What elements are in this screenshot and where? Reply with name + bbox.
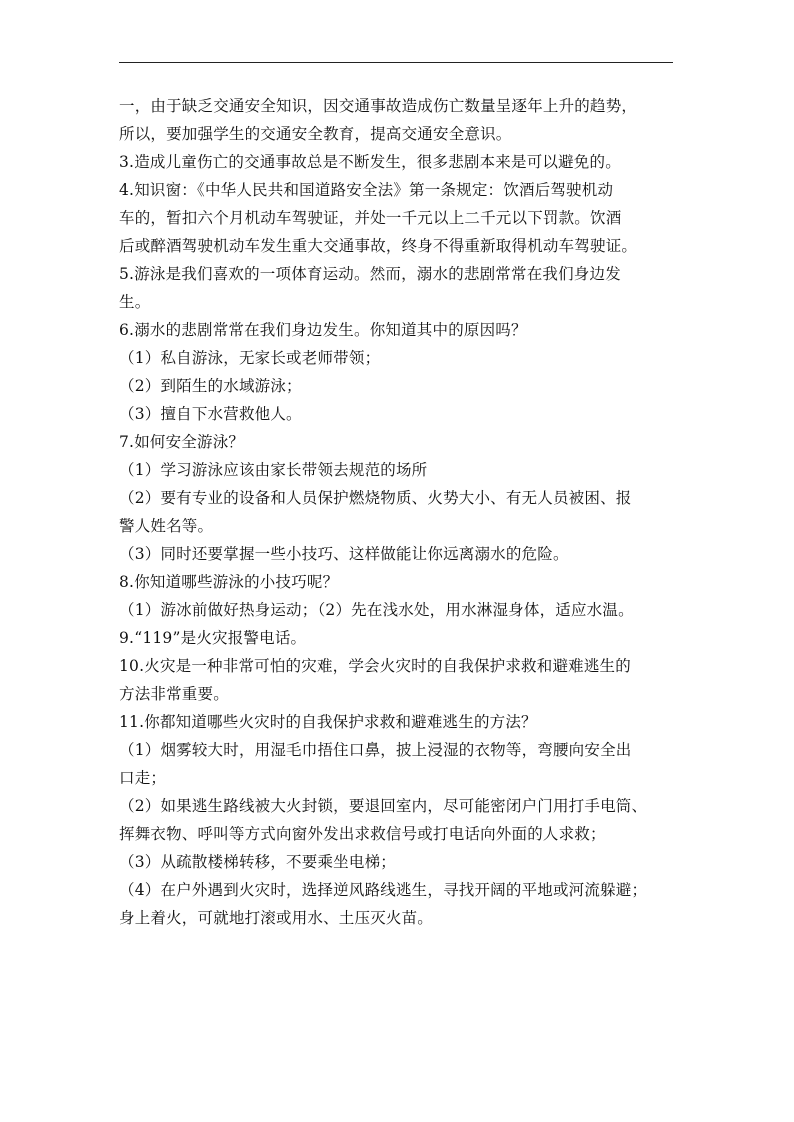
text-line: 8.你知道哪些游泳的小技巧呢？ [119,573,339,591]
text-line: 后或醉酒驾驶机动车发生重大交通事故，终身不得重新取得机动车驾驶证。 [119,237,638,255]
text-line: 方法非常重要。 [119,685,229,703]
text-line: 车的，暂扣六个月机动车驾驶证，并处一千元以上二千元以下罚款。饮酒 [119,209,622,227]
text-line: （1）学习游泳应该由家长带领去规范的场所 [119,461,428,479]
text-line: （1）私自游泳，无家长或老师带领； [119,349,381,367]
text-line: （2）到陌生的水域游泳； [119,377,302,395]
text-line: 4.知识窗：《中华人民共和国道路安全法》第一条规定：饮酒后驾驶机动 [119,181,614,199]
text-line: （1）烟雾较大时，用湿毛巾捂住口鼻，披上浸湿的衣物等，弯腰向安全出 [119,741,632,759]
text-line: （1）游冰前做好热身运动；（2）先在浅水处，用水淋湿身体，适应水温。 [119,601,634,619]
text-line: 警人姓名等。 [119,517,214,535]
text-line: 所以，要加强学生的交通安全教育，提高交通安全意识。 [119,125,512,143]
text-line: 3.造成儿童伤亡的交通事故总是不断发生，很多悲剧本来是可以避免的。 [119,153,621,171]
text-line: （4）在户外遇到火灾时，选择逆风路线逃生，寻找开阔的平地或河流躲避； [119,881,648,899]
header-rule [119,62,673,63]
text-line: 挥舞衣物、呼叫等方式向窗外发出求救信号或打电话向外面的人求救； [119,825,606,843]
text-line: （3）擅自下水营救他人。 [119,405,302,423]
text-line: （2）如果逃生路线被大火封锁，要退回室内，尽可能密闭户门用打手电筒、 [119,797,648,815]
text-line: 11.你都知道哪些火灾时的自我保护求救和避难逃生的方法？ [119,713,537,731]
text-line: 10.火灾是一种非常可怕的灾难，学会火灾时的自我保护求救和避难逃生的 [119,657,631,675]
text-line: （3）同时还要掌握一些小技巧、这样做能让你远离溺水的危险。 [119,545,569,563]
text-line: 7.如何安全游泳？ [119,433,245,451]
text-line: 5.游泳是我们喜欢的一项体育运动。然而，溺水的悲剧常常在我们身边发 [119,265,621,283]
text-line: 身上着火，可就地打滚或用水、土压灭火苗。 [119,909,434,927]
text-line: （2）要有专业的设备和人员保护燃烧物质、火势大小、有无人员被困、报 [119,489,632,507]
document-body [119,92,679,932]
text-line: 9.“119”是火灾报警电话。 [119,629,307,647]
text-line: （3）从疏散楼梯转移，不要乘坐电梯； [119,853,396,871]
text-line: 口走； [119,769,167,787]
text-line: 一，由于缺乏交通安全知识，因交通事故造成伤亡数量呈逐年上升的趋势， [119,97,638,115]
text-line: 生。 [119,293,151,311]
text-line: 6.溺水的悲剧常常在我们身边发生。你知道其中的原因吗？ [119,321,527,339]
